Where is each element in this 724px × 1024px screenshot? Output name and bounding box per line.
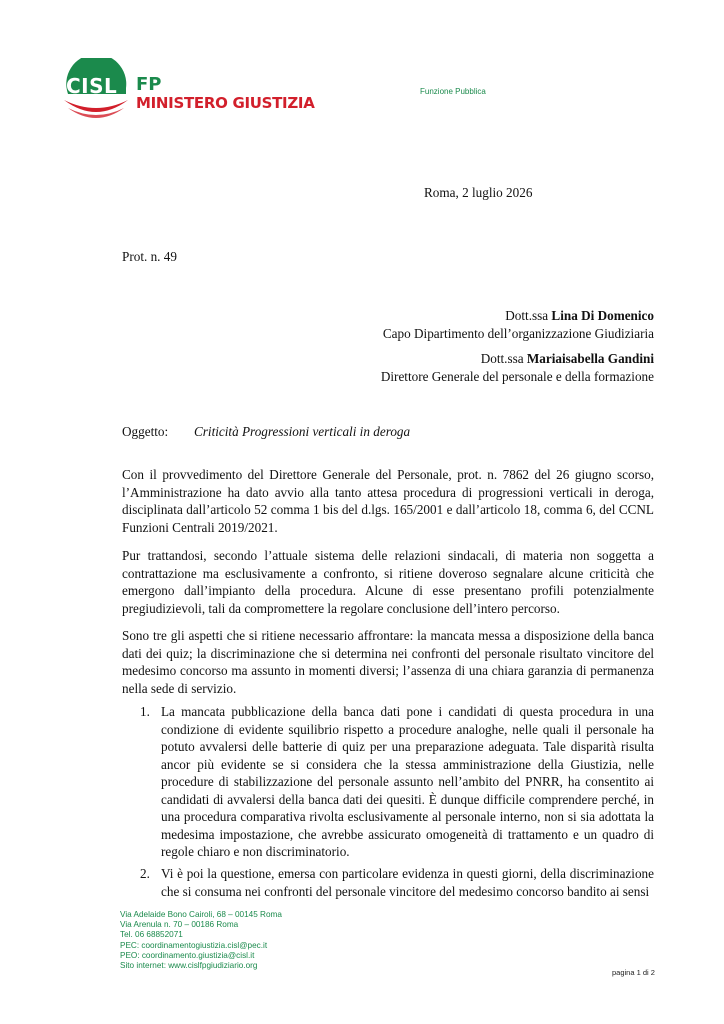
recipient-line	[383, 307, 654, 325]
body-paragraph: Con il provvedimento del Direttore Generale del Personale, prot. n. 7862 del 26 giugno scorso, l’Amministrazione ha dato avvio alla tanto attesa procedura di progressioni verticali in deroga, disciplinata dall’articolo 52 comma 1 bis del d.lgs. 165/2001 e dall’articolo 18, comma 6, del CCNL Funzioni Centrali 2019/2021.	[122, 467, 654, 535]
recipient-role: Capo Dipartimento dell’organizzazione Giudiziaria	[382, 326, 654, 341]
list-item-text: Vi è poi la questione, emersa con particolare evidenza in questi giorni, della discriminazione che si consuma nei confronti del personale vincitore del medesimo concorso bandito ai sensi	[161, 866, 654, 899]
subject-text: Criticità Progressioni verticali in deroga	[194, 424, 411, 439]
recipient-title: Dott.ssa	[480, 351, 527, 366]
footer-contacts	[120, 910, 282, 971]
recipient-block	[383, 307, 654, 343]
body-paragraph: Sono tre gli aspetti che si ritiene necessario affrontare: la mancata messa a disposizione della banca dati dei quiz; la discriminazione che si determina nei confronti del personale risultato vincitore del medesimo concorso ma assunto in momenti diversi; l’assenza di una chiara garanzia di permanenza nella sede di servizio.	[122, 628, 654, 696]
footer-peo: PEO: coordinamento.giustizia@cisl.it	[120, 950, 255, 960]
footer-address: Via Arenula n. 70 – 00186 Roma	[120, 920, 239, 930]
footer-address: Via Adelaide Bono Cairoli, 68 – 00145 Roma	[120, 910, 282, 919]
body-paragraph: Pur trattandosi, secondo l’attuale sistema delle relazioni sindacali, di materia non soggetta a contrattazione ma esclusivamente a confronto, si ritiene doveroso segnalare alcune criticità che emergono dall’impianto della procedura. Alcune di esse presentano profili potenzialmente pregiudizievoli, tali da compromettere la regolare conclusione dell’intero percorso.	[122, 548, 654, 616]
recipient-name: Lina Di Domenico	[551, 308, 654, 323]
footer-website: Sito internet: www.cislfpgiudiziario.org	[120, 961, 258, 971]
logo-fp-text: FP	[136, 74, 162, 95]
cisl-fp-logo	[60, 58, 315, 128]
protocol-number: Prot. n. 49	[122, 249, 177, 264]
recipient-role: Direttore Generale del personale e della formazione	[380, 369, 654, 384]
logo-cisl-text: CISL	[66, 74, 118, 98]
footer-pec: PEC: coordinamentogiustizia.cisl@pec.it	[120, 940, 268, 950]
list-item-number: 1.	[140, 704, 150, 719]
list-item-text: La mancata pubblicazione della banca dati pone i candidati di questa procedura in una condizione di evidente squilibrio rispetto a procedure analoghe, nelle quali il personale ha potuto avvalersi delle batterie di quiz per una preparazione adeguata. Tale disparità risulta ancor più evidente se si considera che la stessa amministrazione della Giustizia, nelle procedure di stabilizzazione del personale assunto nell’ambito del PNRR, ha consentito ai candidati di avvalersi della banca dati dei quesiti. È dunque difficile comprendere perché, in una procedura comparativa rivolta esclusivamente al personale interno, non si sia adottata la medesima impostazione, che avrebbe assicurato omogeneità di trattamento e un quadro di regole chiaro e non discriminatorio.	[161, 704, 654, 859]
funzione-pubblica-label: Funzione Pubblica	[420, 87, 486, 96]
recipient-name: Mariaisabella Gandini	[526, 351, 654, 366]
recipient-line	[381, 350, 654, 368]
list-item-number: 2.	[140, 866, 150, 881]
logo-ministero-text: MINISTERO GIUSTIZIA	[136, 94, 315, 112]
page-number: pagina 1 di 2	[612, 968, 655, 977]
recipient-title: Dott.ssa	[505, 308, 552, 323]
letter-date: Roma, 2 luglio 2026	[424, 185, 533, 200]
recipient-block	[381, 350, 654, 386]
subject-label: Oggetto:	[122, 424, 169, 439]
footer-phone: Tel. 06 68852071	[120, 930, 183, 940]
